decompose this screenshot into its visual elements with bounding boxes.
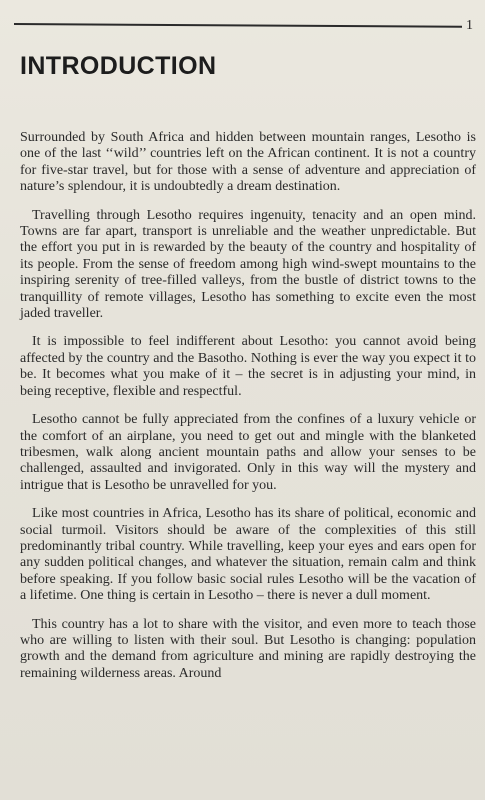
body-text xyxy=(20,130,476,694)
paragraph-3: It is impossible to feel indifferent about Lesotho: you cannot avoid being affected by the country and the Basotho. Nothing is ever the way you expect it to be. It becomes what you make of it – the secret is in adjusting your mind, in being receptive, flexible and respectful. xyxy=(20,334,476,399)
chapter-title: INTRODUCTION xyxy=(20,52,217,80)
paragraph-1: Surrounded by South Africa and hidden between mountain ranges, Lesotho is one of the last ‘‘wild’’ countries left on the African continent. It is not a country for five-star travel, but for those with a sense of adventure and appreciation of nature’s splendour, it is undoubtedly a dream destination. xyxy=(20,130,476,195)
paragraph-5: Like most countries in Africa, Lesotho has its share of political, economic and social turmoil. Visitors should be aware of the complexities of this still predominantly tribal country. While travelling, keep your eyes and ears open for any sudden political changes, and whatever the situation, remain calm and think before speaking. If you follow basic social rules Lesotho will be the vacation of a lifetime. One thing is certain in Lesotho – there is never a dull moment. xyxy=(20,506,476,604)
page-number: 1 xyxy=(466,18,473,33)
header-rule xyxy=(14,23,462,28)
paragraph-6: This country has a lot to share with the visitor, and even more to teach those who are willing to listen with their soul. But Lesotho is changing: population growth and the demand from agriculture and mining are rapidly destroying the remaining wilderness areas. Around xyxy=(20,616,476,681)
paragraph-2: Travelling through Lesotho requires ingenuity, tenacity and an open mind. Towns are far apart, transport is unreliable and the weather unpredictable. But the effort you put in is rewarded by the beauty of the country and hospitality of its people. From the sense of freedom among high wind-swept mountains to the inspiring serenity of tree-filled valleys, from the bustle of district towns to the tranquillity of remote villages, Lesotho has something to excite even the most jaded traveller. xyxy=(20,207,476,322)
paragraph-4: Lesotho cannot be fully appreciated from the confines of a luxury vehicle or the comfort of an airplane, you need to get out and mingle with the blanketed tribesmen, walk along ancient mountain paths and allow your senses to be challenged, assaulted and invigorated. Only in this way will the mystery and intrigue that is Lesotho be unravelled for you. xyxy=(20,412,476,493)
